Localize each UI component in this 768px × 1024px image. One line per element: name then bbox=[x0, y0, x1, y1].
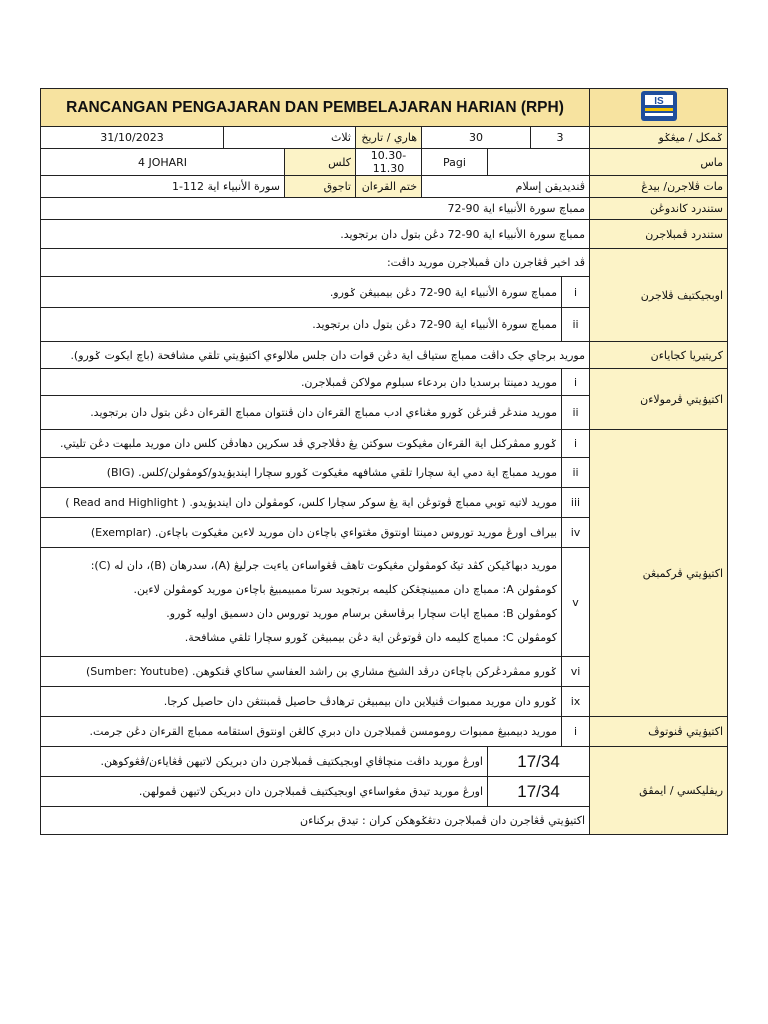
reflection-label: ريفليکسي / ايمڤق bbox=[590, 747, 728, 835]
week-label: ݢمکل / ميڠݢو bbox=[590, 127, 728, 149]
criteria-label: کريتيريا کجاياءن bbox=[590, 342, 728, 369]
topic-value: سورة الأنبياء اية 112-1 bbox=[41, 176, 285, 198]
dev-activity-text: ݢورو ممڤردڠرکن باچاءن درڤد الشيخ مشاري بن راشد العفاسي ساکاي ڤنکوهن. (Sumber: Youtube) bbox=[41, 657, 562, 687]
week-date-num: 30 bbox=[422, 127, 531, 149]
group-activity-line: کومڤولن C: ممباچ کليمه دان ڤوتوڠن اية دڠن بيمبيڠن ݢورو سچارا تلقي مشافحة. bbox=[184, 631, 557, 644]
dev-activity-num: i bbox=[562, 430, 590, 458]
closing-activity-label: اکتيۏيتي ڤنوتوڤ bbox=[590, 717, 728, 747]
group-activity-block bbox=[41, 548, 562, 657]
objective-label: اوبجيکتيف ڤلاجرن bbox=[590, 249, 728, 342]
row-subject bbox=[41, 176, 728, 198]
dev-activity-num: ix bbox=[562, 687, 590, 717]
class-value: 4 JOHARI bbox=[41, 149, 285, 176]
dev-activity-num: v bbox=[562, 548, 590, 657]
objective-intro: ڤد اخير ڤڠاجرن دان ڤمبلاجرن موريد داڤت: bbox=[41, 249, 590, 277]
dev-activity-num: ii bbox=[562, 458, 590, 488]
dev-activity-text: ݢورو ممڤرکنل اية القرءان مڠيکوت سوکتن يڠ دڤلاجري ڤد سکرين دهادڤن کلس دان موريد ملبهت دڠن تليتي. bbox=[41, 430, 562, 458]
row-class-time bbox=[41, 149, 728, 176]
learning-standard-label: ستندرد ڤمبلاجرن bbox=[590, 220, 728, 249]
dev-activity-text: موريد ممباچ اية دمي اية سچارا تلقي مشافهه مڠيکوت ݢورو سچارا اينديۏيدو/کومڤولن/کلس. (BIG) bbox=[41, 458, 562, 488]
time-blank bbox=[488, 149, 590, 176]
objective-intro-row bbox=[41, 249, 728, 277]
dev-activity-row bbox=[41, 430, 728, 458]
class-label: کلس bbox=[285, 149, 356, 176]
topic-label: تاجوق bbox=[285, 176, 356, 198]
learning-standard-value: ممباچ سورة الأنبياء اية 90-72 دڠن بتول دان برتجويد. bbox=[41, 220, 590, 249]
dev-activity-num: iii bbox=[562, 488, 590, 518]
day-date-label: هاري / تاريخ bbox=[356, 127, 422, 149]
intro-activity-label: اکتيۏيتي ڤرمولاءن bbox=[590, 369, 728, 430]
date-value: 31/10/2023 bbox=[41, 127, 224, 149]
reflection-note: اکتيۏيتي ڤڠاجرن دان ڤمبلاجرن دتڠݢوهکن کران : تيدق برکناءن bbox=[41, 807, 590, 835]
crest-svg bbox=[639, 89, 679, 123]
dev-activity-num: vi bbox=[562, 657, 590, 687]
title-row bbox=[41, 89, 728, 127]
reflection-text: اورڠ موريد داڤت منچاڤاي اوبجيکتيف ڤمبلاجرن دان دبريکن لاتيهن ڤڠاياءن/ڤڠوکوهن. bbox=[41, 747, 488, 777]
criteria-row bbox=[41, 342, 728, 369]
rph-sheet bbox=[40, 88, 727, 835]
reflection-text: اورڠ موريد تيدق مڠواساءي اوبجيکتيف ڤمبلاجرن دان دبريکن لاتيهن ڤمولهن. bbox=[41, 777, 488, 807]
objective-num: ii bbox=[562, 308, 590, 342]
row-learning-standard bbox=[41, 220, 728, 249]
dev-activity-text: ݢورو دان موريد ممبوات ڤنيلاين دان بيمبيڠن ترهادڤ حاصيل ڤمبنتڠن دان حاصيل کرجا. bbox=[41, 687, 562, 717]
objective-text: ممباچ سورة الأنبياء اية 90-72 دڠن بتول دان برتجويد. bbox=[41, 308, 562, 342]
reflection-count: 17/34 bbox=[488, 777, 590, 807]
time-value: 10.30-11.30 bbox=[356, 149, 422, 176]
intro-activity-text: موريد مندڠر ڤنرڠن ݢورو مڠناءي ادب ممباچ القرءان دان ڤنتوان ممباچ القرءان دڠن بتول دان برتجويد. bbox=[41, 396, 562, 430]
day-value: ثلاث bbox=[224, 127, 356, 149]
intro-activity-text: موريد دمينتا برسديا دان بردعاء سبلوم مولاکن ڤمبلاجرن. bbox=[41, 369, 562, 396]
intro-activity-num: i bbox=[562, 369, 590, 396]
criteria-text: موريد برجاي جک داڤت ممباچ ستياڤ اية دڠن قوات دان جلس ملالوءي اکتيۏيتي تلقي مشافحة (باچ ايکوت ݢورو). bbox=[41, 342, 590, 369]
intro-activity-row bbox=[41, 369, 728, 396]
dev-activity-text: بيراف اورڠ موريد توروس دمينتا اونتوق مڠتواءي باچاءن دان موريد لاءين مڠيکوت باچاءن. (Exemplar) bbox=[41, 518, 562, 548]
content-standard-label: ستندرد کاندوڠن bbox=[590, 198, 728, 220]
school-crest-icon bbox=[590, 89, 728, 127]
page-title: RANCANGAN PENGAJARAN DAN PEMBELAJARAN HARIAN (RPH) bbox=[41, 89, 590, 127]
subject-label: مات ڤلاجرن/ بيدڠ bbox=[590, 176, 728, 198]
intro-activity-num: ii bbox=[562, 396, 590, 430]
week-value: 3 bbox=[531, 127, 590, 149]
group-activity-line: موريد دبهاݢيکن کڤد تيݢ کومڤولن مڠيکوت تاهڤ ڤڠواساءن ياءيت جرليڠ (A)، سدرهان (B)، دان له (C): bbox=[90, 559, 557, 572]
time-label: ماس bbox=[590, 149, 728, 176]
rph-table bbox=[40, 88, 728, 835]
period-value: Pagi bbox=[422, 149, 488, 176]
subject-value: ڤنديديقن إسلام bbox=[422, 176, 590, 198]
field-value: ختم القرءان bbox=[356, 176, 422, 198]
dev-activity-text: موريد لاتيه توبي ممباچ ڤوتوڠن اية يڠ سوکر سچارا کلس، کومڤولن دان اينديۏيدو. ( Read and Highlight ) bbox=[41, 488, 562, 518]
objective-text: ممباچ سورة الأنبياء اية 90-72 دڠن بيمبيڠن ݢورو. bbox=[41, 277, 562, 308]
closing-activity-num: i bbox=[562, 717, 590, 747]
objective-num: i bbox=[562, 277, 590, 308]
dev-activity-num: iv bbox=[562, 518, 590, 548]
dev-activity-label: اکتيۏيتي ڤرکمبڠن bbox=[590, 430, 728, 717]
reflection-count: 17/34 bbox=[488, 747, 590, 777]
row-content-standard bbox=[41, 198, 728, 220]
closing-activity-row bbox=[41, 717, 728, 747]
group-activity-line: کومڤولن B: ممباچ ايات سچارا برڤاسڠن برسام موريد توروس دان دسميق اوليه ݢورو. bbox=[166, 607, 557, 620]
group-activity-line: کومڤولن A: ممباچ دان ممبينچڠکن کليمه برتجويد سرتا ممبيمبيڠ باچاءن موريد کومڤولن لاءين. bbox=[133, 583, 557, 596]
logo-text: IS bbox=[653, 96, 664, 107]
content-standard-value: ممباچ سورة الأنبياء اية 90-72 bbox=[41, 198, 590, 220]
reflection-row bbox=[41, 747, 728, 777]
row-week-date bbox=[41, 127, 728, 149]
closing-activity-text: موريد دبيمبيڠ ممبوات رومومسن ڤمبلاجرن دان دبري کالڠن اونتوق استقامه ممباچ القرءان دڠن جرمت. bbox=[41, 717, 562, 747]
